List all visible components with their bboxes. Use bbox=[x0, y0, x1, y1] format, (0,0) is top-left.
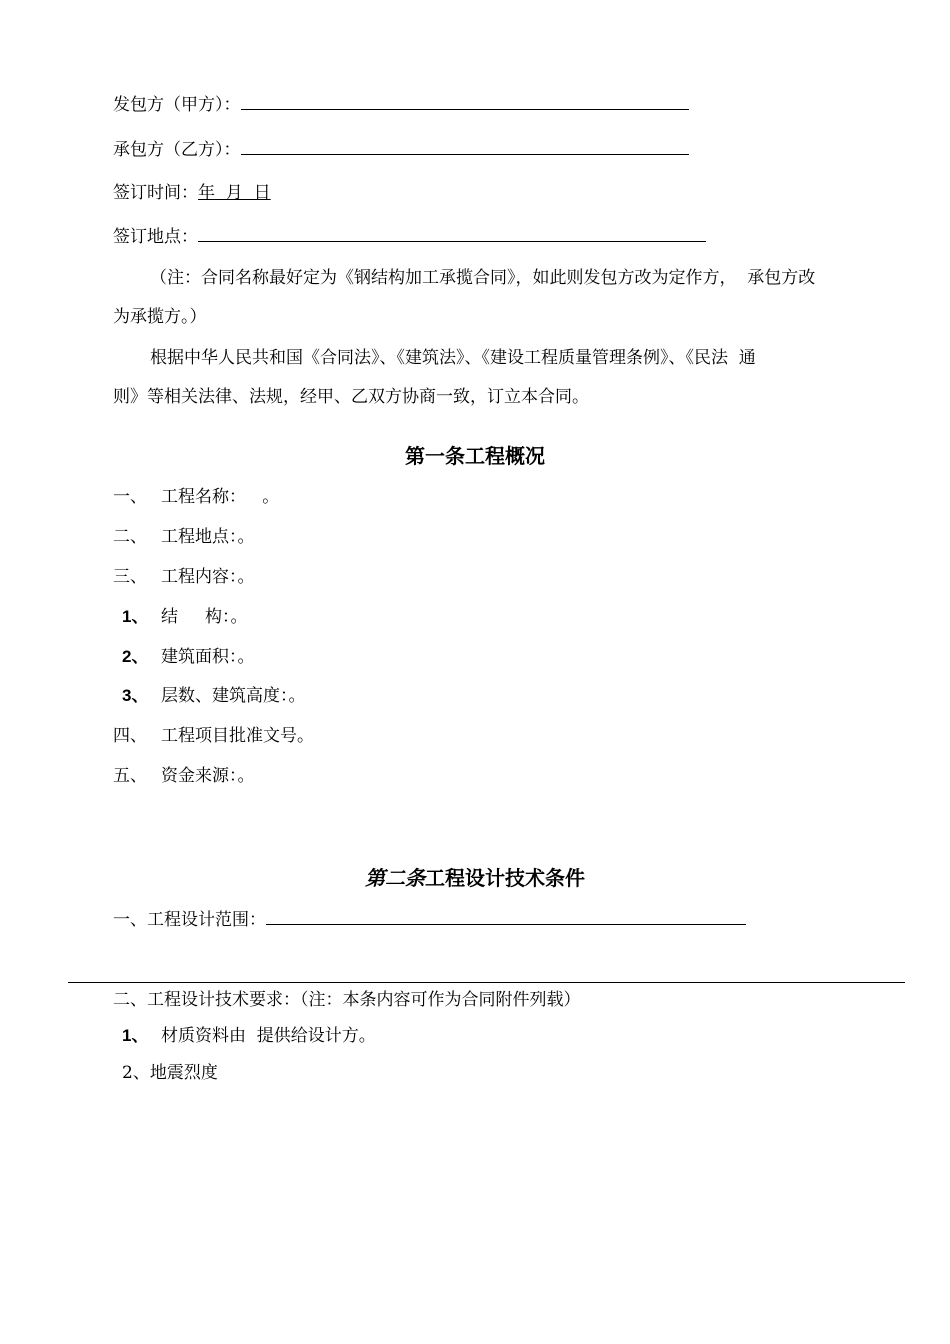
party-a-line bbox=[113, 90, 689, 115]
party-b-line bbox=[113, 135, 689, 160]
divider-line bbox=[68, 982, 905, 983]
article1-item bbox=[122, 642, 255, 667]
sign-time-line bbox=[113, 178, 271, 203]
item-text: 建筑面积：。 bbox=[161, 647, 255, 667]
party-a-label: 发包方（甲方）： bbox=[113, 95, 241, 115]
item-number: 五、 bbox=[113, 766, 147, 786]
article1-item bbox=[113, 721, 314, 746]
article1-item bbox=[113, 482, 279, 507]
article1-item bbox=[122, 602, 248, 627]
party-a-blank[interactable] bbox=[241, 93, 689, 110]
party-b-label: 承包方（乙方）： bbox=[113, 140, 241, 160]
item-text: 工程内容：。 bbox=[161, 567, 255, 587]
basis-line-2: 则》等相关法律、法规，经甲、乙双方协商一致，订立本合同。 bbox=[113, 387, 589, 407]
article1-item bbox=[113, 761, 255, 786]
item-text: 结 构：。 bbox=[161, 607, 248, 627]
item-text: 工程项目批准文号。 bbox=[161, 726, 314, 746]
item-number: 三、 bbox=[113, 567, 147, 587]
design-scope-label: 一、工程设计范围： bbox=[113, 910, 266, 930]
item-number: 2、 bbox=[122, 647, 149, 666]
sign-time-value[interactable]: 年 月 日 bbox=[198, 183, 271, 203]
design-scope-line bbox=[113, 905, 746, 930]
article1-item bbox=[113, 562, 255, 587]
item-text: 资金来源：。 bbox=[161, 766, 255, 786]
item-number: 3、 bbox=[122, 686, 149, 705]
sign-time-label: 签订时间： bbox=[113, 183, 198, 203]
item-text: 材质资料由 提供给设计方。 bbox=[161, 1026, 376, 1046]
design-requirements-label: 二、工程设计技术要求：（注：本条内容可作为合同附件列载） bbox=[113, 990, 581, 1010]
item-text: 工程地点：。 bbox=[161, 527, 255, 547]
article1-title: 第一条工程概况 bbox=[405, 444, 545, 468]
item-number: 1、 bbox=[122, 1026, 149, 1045]
item-number: 一、 bbox=[113, 487, 147, 507]
basis-line-1: 根据中华人民共和国《合同法》、《建筑法》、《建设工程质量管理条例》、《民法 通 bbox=[150, 348, 756, 368]
article2-item bbox=[122, 1021, 376, 1046]
note-line-1: （注：合同名称最好定为《钢结构加工承揽合同》，如此则发包方改为定作方， 承包方改 bbox=[150, 268, 816, 288]
article1-item bbox=[122, 681, 306, 706]
article2-title-number: 第二条 bbox=[365, 866, 425, 890]
note-line-2: 为承揽方。） bbox=[113, 307, 207, 327]
article2-title bbox=[0, 862, 950, 891]
party-b-blank[interactable] bbox=[241, 138, 689, 155]
sign-place-label: 签订地点： bbox=[113, 227, 198, 247]
item-number: 四、 bbox=[113, 726, 147, 746]
item-text: 工程名称： 。 bbox=[161, 487, 280, 507]
design-scope-blank[interactable] bbox=[266, 908, 746, 925]
sign-place-blank[interactable] bbox=[198, 225, 706, 242]
article2-title-text: 工程设计技术条件 bbox=[425, 866, 585, 890]
item-number: 1、 bbox=[122, 607, 149, 626]
item-number: 二、 bbox=[113, 527, 147, 547]
sign-place-line bbox=[113, 222, 706, 247]
article1-item bbox=[113, 522, 255, 547]
item-text: 层数、建筑高度：。 bbox=[161, 686, 306, 706]
article2-item-2: 2、地震烈度 bbox=[122, 1063, 218, 1083]
